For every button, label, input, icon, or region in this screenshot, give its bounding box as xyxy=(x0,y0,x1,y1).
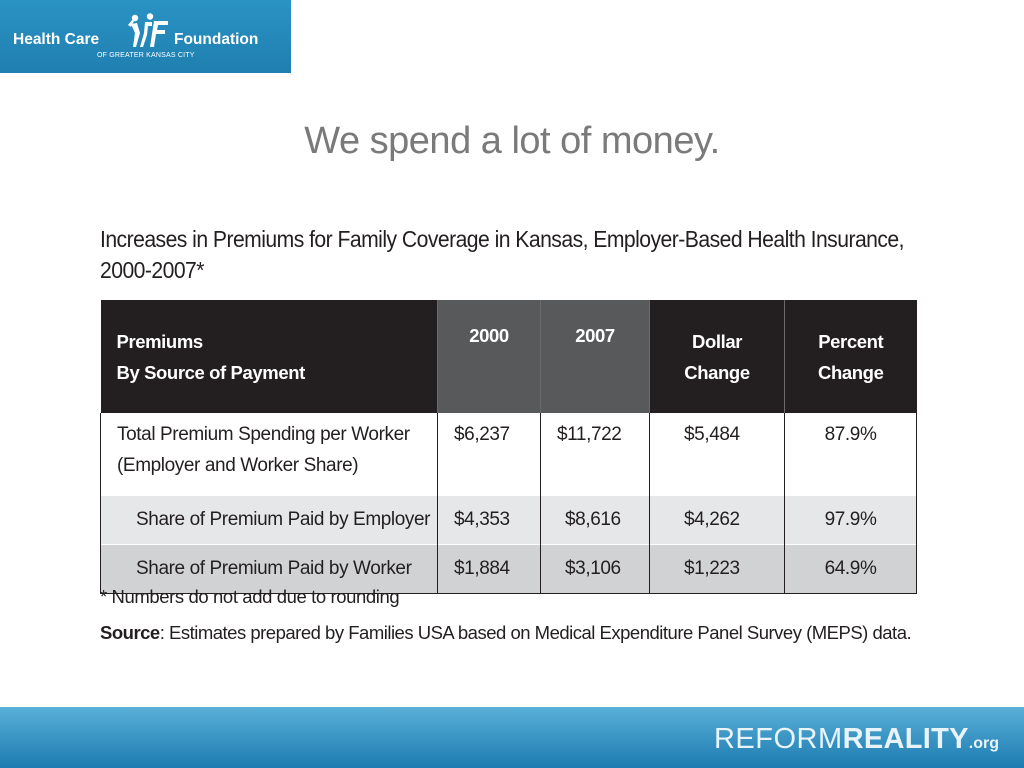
row-label-line2: (Employer and Worker Share) xyxy=(117,455,359,476)
table-header-row xyxy=(101,300,917,413)
row-label-line1: Total Premium Spending per Worker xyxy=(117,424,410,445)
cell-2007: $11,722 xyxy=(541,413,650,496)
brand-part1: REFORM xyxy=(713,723,843,755)
cell-2007: $3,106 xyxy=(541,545,650,594)
foundation-logo xyxy=(0,0,291,73)
header-premiums-line1: Premiums xyxy=(116,330,203,352)
cell-2000: $6,237 xyxy=(438,413,541,496)
header-2007: 2007 xyxy=(541,300,650,413)
header-percent-change-line1: Percent xyxy=(818,330,884,352)
cell-percent-change: 97.9% xyxy=(785,496,917,545)
brand-part2: REALITY xyxy=(842,723,969,755)
header-dollar-change-line1: Dollar xyxy=(691,330,743,352)
logo-figures-icon xyxy=(128,13,174,49)
footer-bar xyxy=(0,707,1024,768)
slide-title: We spend a lot of money. xyxy=(304,120,720,162)
row-label: Share of Premium Paid by Employer xyxy=(101,496,438,545)
row-label: Share of Premium Paid by Worker xyxy=(101,545,438,594)
header-2000: 2000 xyxy=(438,300,541,413)
cell-2007: $8,616 xyxy=(541,496,650,545)
cell-2000: $1,884 xyxy=(438,545,541,594)
logo-left-text: Health Care xyxy=(13,31,100,48)
table-row xyxy=(101,413,917,496)
source-text: : Estimates prepared by Families USA based on Medical Expenditure Panel Survey (MEPS) data. xyxy=(159,622,912,643)
source-note xyxy=(100,622,911,644)
cell-dollar-change: $4,262 xyxy=(650,496,785,545)
logo-right-text: Foundation xyxy=(174,31,259,48)
cell-2000: $4,353 xyxy=(438,496,541,545)
reformreality-logo xyxy=(714,723,999,756)
row-label xyxy=(101,413,438,496)
logo-subtitle: OF GREATER KANSAS CITY xyxy=(97,52,195,59)
table-heading-line2: 2000-2007* xyxy=(100,257,204,283)
cell-percent-change: 87.9% xyxy=(785,413,917,496)
header-percent-change xyxy=(785,300,917,413)
footnote: * Numbers do not add due to rounding xyxy=(100,586,400,607)
header-dollar-change-line2: Change xyxy=(684,361,750,383)
table-heading xyxy=(100,224,904,286)
table-row xyxy=(101,496,917,545)
header-premiums-line2: By Source of Payment xyxy=(116,361,305,383)
table-heading-line1: Increases in Premiums for Family Coverage in Kansas, Employer-Based Health Insurance, xyxy=(100,226,904,252)
cell-percent-change: 64.9% xyxy=(785,545,917,594)
premiums-table xyxy=(100,300,917,594)
source-label: Source xyxy=(100,622,160,643)
brand-part3: .org xyxy=(968,735,999,752)
header-premiums xyxy=(101,300,438,413)
header-dollar-change xyxy=(650,300,785,413)
header-percent-change-line2: Change xyxy=(818,361,884,383)
cell-dollar-change: $5,484 xyxy=(650,413,785,496)
cell-dollar-change: $1,223 xyxy=(650,545,785,594)
